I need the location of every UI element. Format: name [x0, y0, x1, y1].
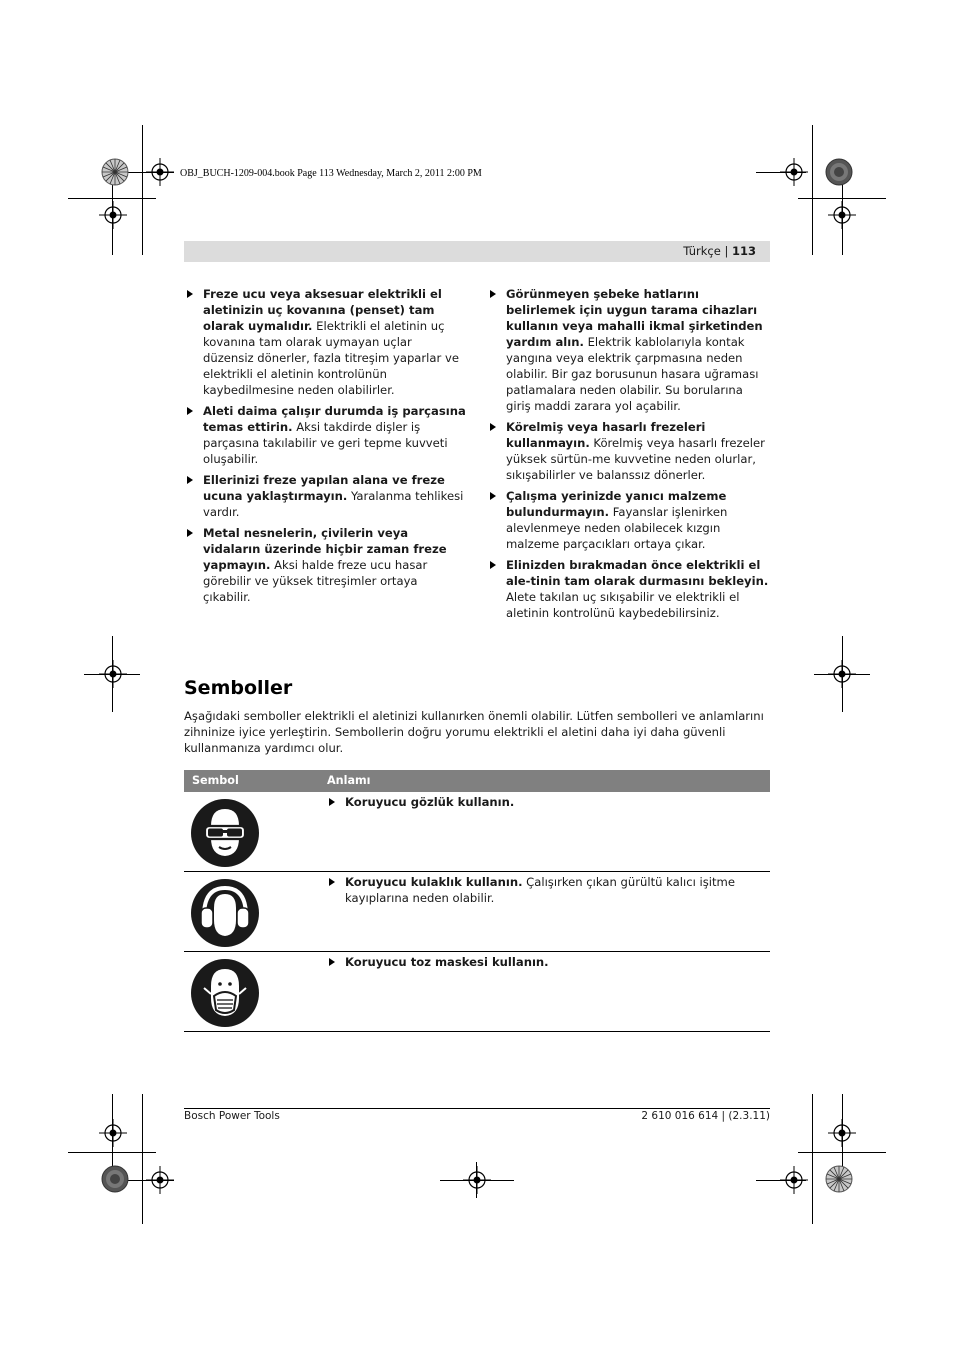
- ear-protection-icon: [190, 878, 260, 948]
- item-text: Körelmiş veya hasarlı frezeler yüksek sürtün-me kuvvetine neden olurlar, sıkışabilirler ve balanssız dönerler.: [506, 436, 765, 482]
- row-meaning: [328, 874, 775, 906]
- registration-mark-icon: [99, 660, 127, 688]
- table-header: [184, 770, 770, 792]
- safety-goggles-icon: [190, 798, 260, 868]
- page-header: [184, 241, 770, 262]
- footer-divider: [184, 1108, 770, 1109]
- bullet-triangle-icon: [187, 476, 193, 484]
- item-text: Aksi takdirde dişler iş parçasına takılabilir ve geri tepme kuvveti oluşabilir.: [203, 420, 448, 466]
- bullet-triangle-icon: [329, 798, 335, 806]
- table-row: [184, 952, 770, 1032]
- list-item: [489, 419, 769, 483]
- item-text: Alete takılan uç sıkışabilir ve elektrikli el aletinin kontrolünü kaybedebilirsiniz.: [506, 590, 740, 620]
- color-wheel-icon: [101, 1165, 129, 1193]
- item-bold: Körelmiş veya hasarlı frezeleri kullanmayın.: [506, 420, 706, 450]
- registration-mark-icon: [828, 201, 856, 229]
- bullet-triangle-icon: [187, 407, 193, 415]
- registration-mark-icon: [780, 158, 808, 186]
- item-text: Aksi halde freze ucu hasar görebilir ve yüksek titreşimler ortaya çıkabilir.: [203, 558, 428, 604]
- item-text: Elektrik kablolarıyla kontak yangına veya elektrik çarpmasına neden olabilir. Bir gaz borusunun hasara uğraması patlamalara neden olabilir. Su borularına giriş maddi zarara yol açabilir.: [506, 335, 759, 413]
- symbols-table: [184, 770, 770, 1032]
- item-bold: Görünmeyen şebeke hatlarını belirlemek için uygun tarama cihazları kullanın veya mahalli ikmal şirketinden yardım alın.: [506, 287, 763, 349]
- bullet-triangle-icon: [329, 958, 335, 966]
- header-symbol: Sembol: [192, 774, 239, 787]
- item-bold: Ellerinizi freze yapılan alana ve freze ucuna yaklaştırmayın.: [203, 473, 445, 503]
- item-bold: Elinizden bırakmadan önce elektrikli el ale-tinin tam olarak durmasını bekleyin.: [506, 558, 769, 588]
- header-meaning: Anlamı: [327, 774, 371, 787]
- bullet-triangle-icon: [490, 492, 496, 500]
- color-wheel-icon: [825, 1165, 853, 1193]
- header-language: Türkçe: [683, 244, 721, 258]
- bullet-triangle-icon: [187, 290, 193, 298]
- color-wheel-icon: [825, 158, 853, 186]
- right-column: [489, 286, 769, 626]
- section-intro: Aşağıdaki semboller elektrikli el aletinizi kullanırken önemli olabilir. Lütfen sembolleri ve anlamlarını zihninize iyice yerleştirin. Sembollerin doğru yorumu elektrikli el aletini daha iyi daha güvenli kullanmanıza yardımcı olur.: [184, 709, 764, 755]
- list-item: [186, 472, 466, 520]
- item-bold: Aleti daima çalışır durumda iş parçasına temas ettirin.: [203, 404, 466, 434]
- registration-mark-icon: [146, 1166, 174, 1194]
- registration-mark-icon: [463, 1166, 491, 1194]
- registration-mark-icon: [99, 201, 127, 229]
- meaning-text: Çalışırken çıkan gürültü kalıcı işitme kayıplarına neden olabilir.: [345, 875, 735, 905]
- list-item: [489, 557, 769, 621]
- list-item: [489, 488, 769, 552]
- item-bold: Metal nesnelerin, çivilerin veya vidaların üzerinde hiçbir zaman freze yapmayın.: [203, 526, 447, 572]
- item-text: Yaralanma tehlikesi vardır.: [203, 489, 464, 519]
- bullet-triangle-icon: [187, 529, 193, 537]
- footer-doc-number: 2 610 016 614 | (2.3.11): [641, 1110, 770, 1122]
- item-text: Fayanslar işlenirken alevlenmeye neden olabilecek kızgın malzeme parçacıkları ortaya çıkar.: [506, 505, 728, 551]
- bullet-triangle-icon: [490, 290, 496, 298]
- color-wheel-icon: [101, 158, 129, 186]
- row-meaning: [328, 954, 775, 970]
- bullet-triangle-icon: [490, 561, 496, 569]
- page-number: 113: [731, 244, 756, 258]
- header-separator: |: [724, 244, 729, 258]
- header-text: [683, 244, 756, 258]
- section-title: Semboller: [184, 677, 293, 699]
- row-meaning: [328, 794, 775, 810]
- bullet-triangle-icon: [490, 423, 496, 431]
- item-bold: Çalışma yerinizde yanıcı malzeme bulundurmayın.: [506, 489, 727, 519]
- item-bold: Freze ucu veya aksesuar elektrikli el aletinizin uç kovanına (penset) tam olarak uymalıdır.: [203, 287, 442, 333]
- list-item: [186, 286, 466, 398]
- list-item: [186, 525, 466, 605]
- registration-mark-icon: [146, 158, 174, 186]
- meaning-bold: Koruyucu kulaklık kullanın.: [345, 875, 523, 889]
- table-row: [184, 872, 770, 952]
- footer-brand: Bosch Power Tools: [184, 1110, 280, 1122]
- left-column: [186, 286, 466, 610]
- print-info: OBJ_BUCH-1209-004.book Page 113 Wednesday, March 2, 2011 2:00 PM: [180, 168, 482, 179]
- registration-mark-icon: [828, 1119, 856, 1147]
- meaning-bold: Koruyucu gözlük kullanın.: [345, 795, 515, 809]
- item-text: Elektrikli el aletinin uç kovanına tam olarak uymayan uçlar düzensiz dönerler, fazla titreşim yaparlar ve elektrikli el aletinin kontrolünün kaybedilmesine neden olabilirler.: [203, 319, 459, 397]
- registration-mark-icon: [99, 1119, 127, 1147]
- table-row: [184, 792, 770, 872]
- bullet-triangle-icon: [329, 878, 335, 886]
- list-item: [186, 403, 466, 467]
- registration-mark-icon: [828, 660, 856, 688]
- list-item: [489, 286, 769, 414]
- dust-mask-icon: [190, 958, 260, 1028]
- meaning-bold: Koruyucu toz maskesi kullanın.: [345, 955, 549, 969]
- registration-mark-icon: [780, 1166, 808, 1194]
